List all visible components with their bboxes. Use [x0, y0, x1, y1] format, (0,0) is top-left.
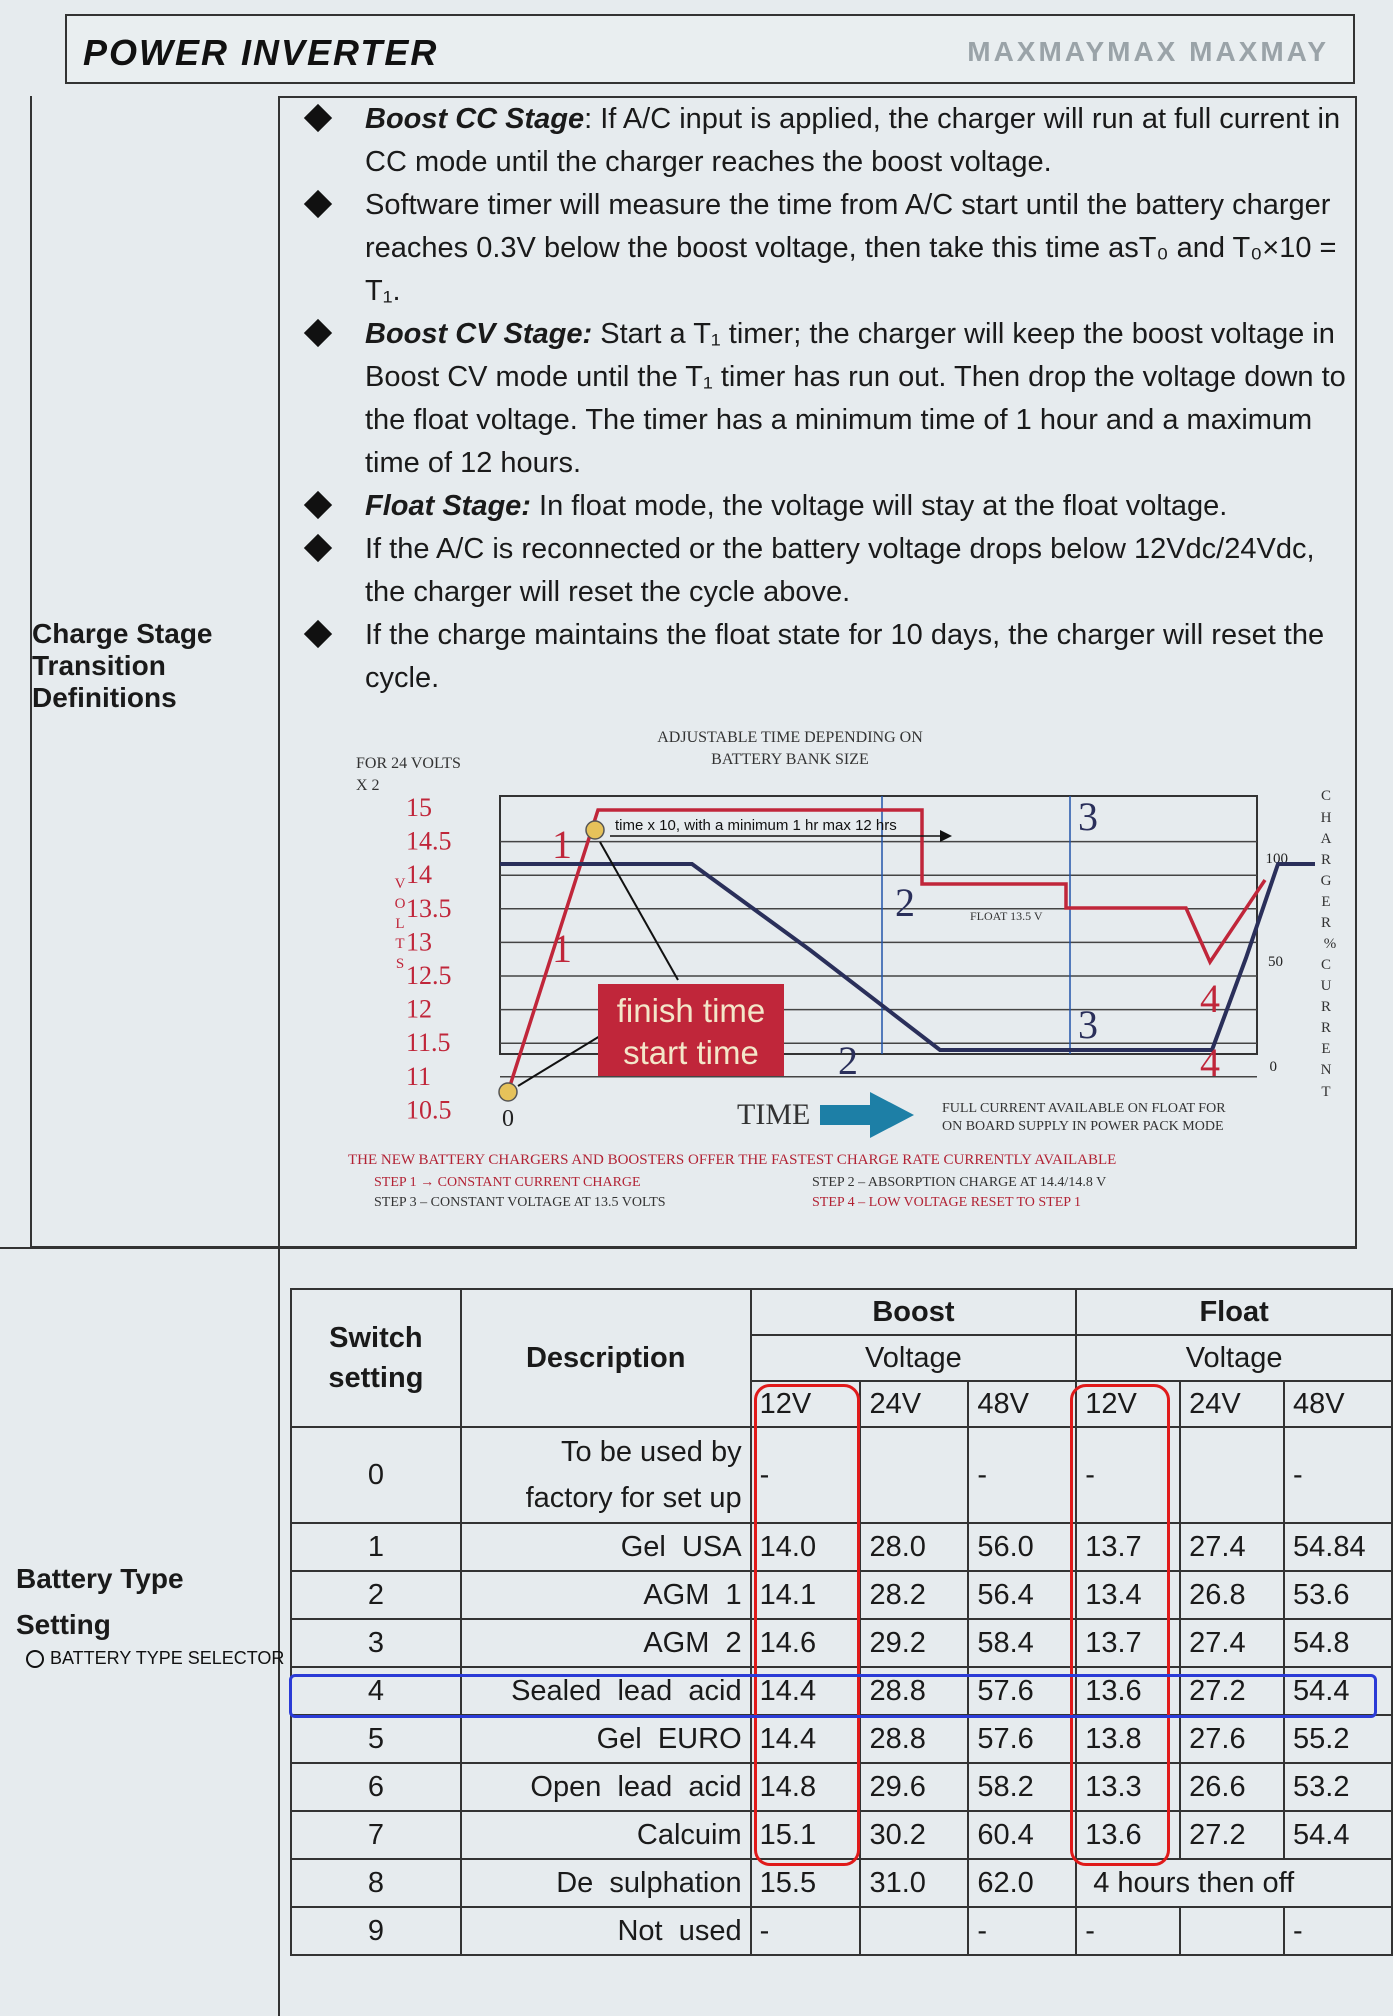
- value-cell: 13.6: [1076, 1667, 1180, 1715]
- value-cell: 62.0: [968, 1859, 1076, 1907]
- col-header: 48V: [968, 1381, 1076, 1427]
- value-cell: 27.4: [1180, 1523, 1284, 1571]
- float-voltage-header: Voltage: [1076, 1335, 1392, 1381]
- step-4: STEP 4 – LOW VOLTAGE RESET TO STEP 1: [812, 1195, 1082, 1210]
- value-cell: 55.2: [1284, 1715, 1392, 1763]
- volts-letter: V: [394, 876, 406, 892]
- full-current-note: ON BOARD SUPPLY IN POWER PACK MODE: [942, 1119, 1224, 1134]
- value-cell: 28.8: [860, 1667, 968, 1715]
- start-label: start time: [623, 1034, 759, 1071]
- time-label: TIME: [737, 1098, 811, 1131]
- bullet-reconnect: If the A/C is reconnected or the battery voltage drops below 12Vdc/24Vdc, the charger will reset the cycle above.: [300, 528, 1355, 614]
- description-header: Description: [461, 1289, 751, 1427]
- value-cell: [1180, 1427, 1284, 1523]
- value-cell: 26.6: [1180, 1763, 1284, 1811]
- current-letter: N: [1320, 1062, 1332, 1078]
- value-cell: 29.2: [860, 1619, 968, 1667]
- value-cell: 14.4: [751, 1715, 861, 1763]
- zero-label: 0: [502, 1106, 514, 1132]
- current-tick-label: 100: [1265, 851, 1288, 867]
- value-cell: 27.6: [1180, 1715, 1284, 1763]
- description-cell: Sealed lead acid: [461, 1667, 751, 1715]
- value-cell: 14.6: [751, 1619, 861, 1667]
- full-current-note: FULL CURRENT AVAILABLE ON FLOAT FOR: [942, 1101, 1226, 1116]
- value-cell: 58.2: [968, 1763, 1076, 1811]
- switch-cell: 1: [291, 1523, 461, 1571]
- volts-tick-label: 14: [406, 860, 432, 890]
- boost-header: Boost: [751, 1289, 1077, 1335]
- description-cell: AGM 2: [461, 1619, 751, 1667]
- float-span-cell: 4 hours then off: [1076, 1859, 1392, 1907]
- current-letter: E: [1321, 894, 1331, 910]
- description-cell: AGM 1: [461, 1571, 751, 1619]
- diamond-bullet-icon: [304, 534, 332, 562]
- diamond-bullet-icon: [304, 104, 332, 132]
- table-row: [291, 1859, 1392, 1907]
- value-cell: -: [968, 1427, 1076, 1523]
- value-cell: 53.2: [1284, 1763, 1392, 1811]
- volts-tick-label: 11.5: [406, 1028, 451, 1058]
- current-tick-label: 50: [1268, 954, 1283, 970]
- bullet-software-timer: Software timer will measure the time from A/C start until the battery charger reaches 0.3V below the boost voltage, then take this time asT₀ and T₀×10 = T₁.: [300, 184, 1355, 313]
- value-cell: 54.8: [1284, 1619, 1392, 1667]
- switch-cell: 6: [291, 1763, 461, 1811]
- col-header: 48V: [1284, 1381, 1392, 1427]
- value-cell: 14.0: [751, 1523, 861, 1571]
- step-2: STEP 2 – ABSORPTION CHARGE AT 14.4/14.8 V: [812, 1175, 1107, 1190]
- current-letter: R: [1320, 915, 1332, 931]
- current-letter: %: [1323, 936, 1337, 952]
- current-letter: U: [1320, 978, 1332, 994]
- current-tick-label: 0: [1269, 1059, 1277, 1075]
- stage-number: 4: [1200, 1040, 1220, 1085]
- value-cell: 60.4: [968, 1811, 1076, 1859]
- value-cell: [1180, 1907, 1284, 1955]
- value-cell: -: [1284, 1427, 1392, 1523]
- battery-type-selector: BATTERY TYPE SELECTOR: [26, 1648, 284, 1669]
- switch-cell: 0: [291, 1427, 461, 1523]
- switch-cell: 7: [291, 1811, 461, 1859]
- value-cell: 13.4: [1076, 1571, 1180, 1619]
- charge-stage-bullets: [300, 98, 1355, 700]
- value-cell: -: [751, 1907, 861, 1955]
- boost-voltage-header: Voltage: [751, 1335, 1077, 1381]
- value-cell: 13.7: [1076, 1523, 1180, 1571]
- value-cell: 54.4: [1284, 1811, 1392, 1859]
- current-letter: C: [1320, 788, 1332, 804]
- description-cell: Gel USA: [461, 1523, 751, 1571]
- diamond-bullet-icon: [304, 491, 332, 519]
- switch-cell: 4: [291, 1667, 461, 1715]
- stage-number: 1: [552, 926, 572, 971]
- battery-section-divider: [278, 1248, 280, 2016]
- table-row: [291, 1907, 1392, 1955]
- current-letter: R: [1320, 852, 1332, 868]
- value-cell: 14.4: [751, 1667, 861, 1715]
- volts-letter: L: [395, 916, 405, 932]
- switch-cell: 3: [291, 1619, 461, 1667]
- diamond-bullet-icon: [304, 190, 332, 218]
- stage-number: 1: [552, 822, 572, 867]
- value-cell: 30.2: [860, 1811, 968, 1859]
- value-cell: 56.0: [968, 1523, 1076, 1571]
- current-letter: R: [1320, 999, 1332, 1015]
- value-cell: [860, 1427, 968, 1523]
- bullet-boost-cc: Boost CC Stage: If A/C input is applied, the charger will run at full current in CC mode until the charger reaches the boost voltage.: [300, 98, 1355, 184]
- col-header: 24V: [860, 1381, 968, 1427]
- description-cell: De sulphation: [461, 1859, 751, 1907]
- start-marker: [499, 1083, 517, 1101]
- switch-setting-header: Switch setting: [291, 1289, 461, 1427]
- chart-top-note: ADJUSTABLE TIME DEPENDING ON: [657, 729, 923, 746]
- diamond-bullet-icon: [304, 319, 332, 347]
- current-letter: C: [1320, 957, 1332, 973]
- switch-cell: 8: [291, 1859, 461, 1907]
- current-letter: R: [1320, 1020, 1332, 1036]
- time-arrow-icon: [820, 1092, 914, 1138]
- stage-number: 2: [838, 1038, 858, 1083]
- stage-number: 4: [1200, 976, 1220, 1021]
- volts-tick-label: 11: [406, 1061, 432, 1091]
- step-1: STEP 1 → CONSTANT CURRENT CHARGE: [374, 1175, 641, 1190]
- value-cell: 54.4: [1284, 1667, 1392, 1715]
- float-12v-highlight: [1070, 1384, 1170, 1866]
- brand-logo: MAXMAYMAX MAXMAY: [967, 36, 1329, 67]
- stage-number: 3: [1078, 1002, 1098, 1047]
- description-cell: Open lead acid: [461, 1763, 751, 1811]
- value-cell: 15.5: [751, 1859, 861, 1907]
- volts-letter: T: [395, 936, 405, 952]
- battery-type-label: Battery Type Setting: [16, 1563, 184, 1640]
- switch-cell: 5: [291, 1715, 461, 1763]
- value-cell: 57.6: [968, 1715, 1076, 1763]
- chart-left-note: X 2: [356, 777, 380, 794]
- charge-section-divider: [278, 96, 280, 1248]
- volts-axis-label: [395, 876, 406, 972]
- current-letter: A: [1320, 831, 1332, 847]
- value-cell: -: [1076, 1427, 1180, 1523]
- switch-cell: 9: [291, 1907, 461, 1955]
- step-3: STEP 3 – CONSTANT VOLTAGE AT 13.5 VOLTS: [374, 1195, 666, 1210]
- col-header: 12V: [1076, 1381, 1180, 1427]
- volts-tick-label: 13: [406, 927, 432, 957]
- value-cell: 15.1: [751, 1811, 861, 1859]
- current-letter: G: [1320, 873, 1332, 889]
- bullet-float: Float Stage: In float mode, the voltage will stay at the float voltage.: [300, 485, 1355, 528]
- float-header: Float: [1076, 1289, 1392, 1335]
- stage-number: 3: [1078, 794, 1098, 839]
- boost-12v-highlight: [754, 1384, 860, 1866]
- value-cell: 58.4: [968, 1619, 1076, 1667]
- value-cell: 56.4: [968, 1571, 1076, 1619]
- value-cell: -: [968, 1907, 1076, 1955]
- volts-ticks: [406, 793, 452, 1124]
- value-cell: 57.6: [968, 1667, 1076, 1715]
- value-cell: 28.0: [860, 1523, 968, 1571]
- volts-letter: O: [394, 896, 406, 912]
- value-cell: -: [1076, 1907, 1180, 1955]
- value-cell: 13.3: [1076, 1763, 1180, 1811]
- value-cell: -: [1284, 1907, 1392, 1955]
- bullet-boost-cv: Boost CV Stage: Start a T₁ timer; the charger will keep the boost voltage in Boost CV mode until the T₁ timer has run out. Then drop the voltage down to the float voltage. The timer has a minimum time of 1 hour and a maximum time of 12 hours.: [300, 313, 1355, 485]
- col-header: 24V: [1180, 1381, 1284, 1427]
- timer-arrowhead: [940, 830, 952, 842]
- header-box: [65, 14, 1355, 84]
- volts-tick-label: 15: [406, 793, 432, 822]
- stage-number: 2: [895, 880, 915, 925]
- volts-tick-label: 13.5: [406, 893, 452, 923]
- chart-footer: [348, 1152, 1348, 1217]
- description-cell: Not used: [461, 1907, 751, 1955]
- volts-tick-label: 10.5: [406, 1095, 452, 1125]
- volts-tick-label: 12: [406, 994, 432, 1024]
- value-cell: 28.8: [860, 1715, 968, 1763]
- finish-label: finish time: [616, 992, 766, 1029]
- volts-tick-label: 14.5: [406, 826, 452, 856]
- section-separator: [0, 1247, 1357, 1249]
- charge-stage-label: Charge Stage Transition Definitions: [32, 618, 213, 713]
- value-cell: -: [751, 1427, 861, 1523]
- volts-tick-label: 12.5: [406, 961, 452, 990]
- description-cell: To be used by factory for set up: [461, 1427, 751, 1523]
- value-cell: 28.2: [860, 1571, 968, 1619]
- chart-footer-title: THE NEW BATTERY CHARGERS AND BOOSTERS OFFER THE FASTEST CHARGE RATE CURRENTLY AVAILABLE: [348, 1152, 1117, 1168]
- value-cell: 27.4: [1180, 1619, 1284, 1667]
- description-cell: Calcuim: [461, 1811, 751, 1859]
- finish-marker: [586, 821, 604, 839]
- sealed-lead-acid-highlight: [289, 1674, 1377, 1718]
- charge-stage-chart: [330, 720, 1350, 1220]
- value-cell: 13.7: [1076, 1619, 1180, 1667]
- col-header: 12V: [751, 1381, 861, 1427]
- description-cell: Gel EURO: [461, 1715, 751, 1763]
- value-cell: 29.6: [860, 1763, 968, 1811]
- value-cell: 53.6: [1284, 1571, 1392, 1619]
- chart-left-note: FOR 24 VOLTS: [356, 755, 461, 772]
- page-title: POWER INVERTER: [83, 32, 439, 73]
- selector-dial-icon: [26, 1650, 44, 1668]
- value-cell: 13.6: [1076, 1811, 1180, 1859]
- current-letter: H: [1320, 810, 1332, 826]
- value-cell: 26.8: [1180, 1571, 1284, 1619]
- value-cell: 27.2: [1180, 1667, 1284, 1715]
- switch-cell: 2: [291, 1571, 461, 1619]
- value-cell: [860, 1907, 968, 1955]
- value-cell: 31.0: [860, 1859, 968, 1907]
- current-letter: E: [1321, 1041, 1331, 1057]
- chart-top-note: BATTERY BANK SIZE: [711, 751, 869, 768]
- timer-note: time x 10, with a minimum 1 hr max 12 hrs: [615, 817, 897, 834]
- value-cell: 14.8: [751, 1763, 861, 1811]
- value-cell: 14.1: [751, 1571, 861, 1619]
- diamond-bullet-icon: [304, 620, 332, 648]
- volts-letter: S: [395, 956, 405, 972]
- bullet-ten-days: If the charge maintains the float state for 10 days, the charger will reset the cycle.: [300, 614, 1355, 700]
- float-note: FLOAT 13.5 V: [970, 909, 1043, 923]
- value-cell: 54.84: [1284, 1523, 1392, 1571]
- value-cell: 13.8: [1076, 1715, 1180, 1763]
- value-cell: 27.2: [1180, 1811, 1284, 1859]
- current-letter: T: [1321, 1084, 1331, 1100]
- current-axis-label: [1321, 788, 1337, 1100]
